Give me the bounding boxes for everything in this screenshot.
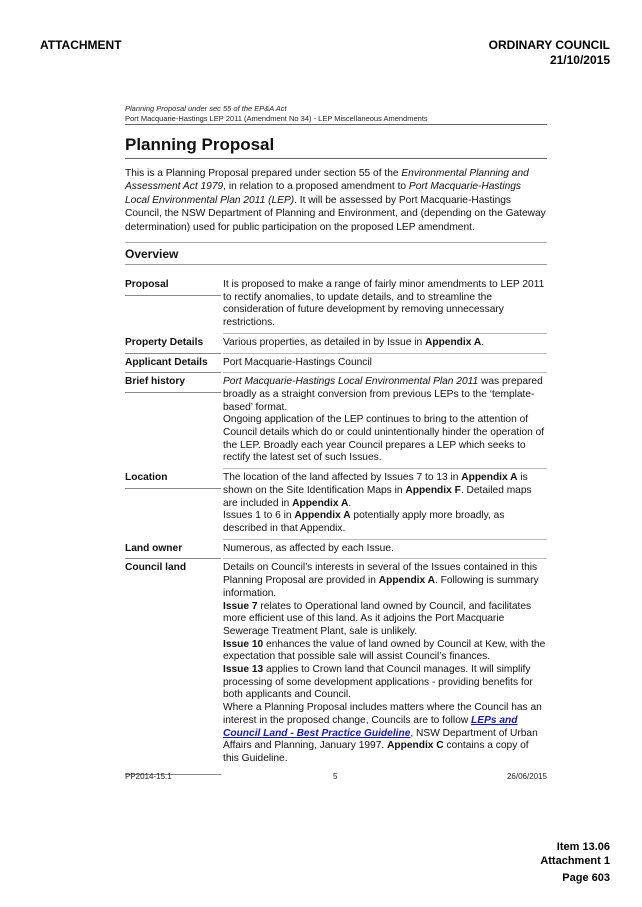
header-meeting-date: 21/10/2015: [549, 53, 610, 67]
table-row: [125, 543, 547, 563]
table-row: [125, 357, 547, 377]
row-value-property: Various properties, as detailed in by Issue in Appendix A.: [223, 337, 547, 354]
header-attachment: ATTACHMENT: [40, 38, 122, 52]
footer-date: 26/06/2015: [506, 772, 547, 781]
row-value-history: Port Macquarie-Hastings Local Environmental Plan 2011 was prepared broadly as a straight conversion from previous LEPs to the ‘template-based’ format. Ongoing application of the LEP continues to bring to the attention of Council details which do or could unintentionally hinder the operation of the LEP. Broadly each year Council prepares a LEP which seeks to rectify the latest set of such Issues.: [223, 376, 547, 469]
agenda-page-number: Page 603: [562, 872, 610, 884]
intro-paragraph: This is a Planning Proposal prepared under section 55 of the Environmental Planning and Assessment Act 1979, in relation to a proposed amendment to Port Macquarie-Hastings Local Environmental Plan 2011 (LEP). It will be assessed by Port Macquarie-Hastings Council, the NSW Department of Planning and Environment, and (depending on the Gateway determination) used for public participation on the proposed LEP amendment.: [125, 168, 546, 233]
breadcrumb-line2: Port Macquarie-Hastings LEP 2011 (Amendment No 34) - LEP Miscellaneous Amendments: [125, 114, 428, 123]
row-value-location: The location of the land affected by Issues 7 to 13 in Appendix A is shown on the Site Identification Maps in Appendix F. Detailed maps are included in Appendix A. Issues 1 to 6 in Appendix A potentially apply more broadly, as described in that Appendix.: [223, 472, 547, 540]
footer-ref: PP2014-15.1: [125, 772, 172, 781]
attachment-number: Attachment 1: [540, 855, 610, 867]
row-value-council: Details on Council’s interests in several of the Issues contained in this Planning Proposal are provided in Appendix A. Following is summary information. Issue 7 relates to Operational land owned by Council, and facilitates more efficient use of this land. As it adjoins the Port Macquarie Sewerage Treatment Plant, sale is unlikely. Issue 10 enhances the value of land owned by Council at Kew, with the expectation that possible sale will assist Council’s finances. Issue 13 applies to Crown land that Council manages. It will simplify processing of some development applications - providing benefits for both applicants and Council. Where a Planning Proposal includes matters where the Council has an interest in the proposed change, Councils are to follow LEPs and Council Land - Best Practice Guideline, NSW Department of Urban Affairs and Planning, January 1997. Appendix C contains a copy of this Guideline.: [223, 562, 546, 764]
item-number: Item 13.06: [556, 841, 610, 853]
guideline-link[interactable]: LEPs and Council Land - Best Practice Guideline: [223, 714, 518, 739]
header-meeting: [489, 38, 610, 68]
row-label-location: Location: [125, 472, 221, 489]
header-meeting-name: ORDINARY COUNCIL: [488, 38, 610, 52]
row-label-property: Property Details: [125, 337, 221, 354]
breadcrumb-line1: Planning Proposal under sec 55 of the EP&A Act: [125, 104, 287, 113]
table-row: [125, 562, 547, 771]
page-title: Planning Proposal: [125, 135, 547, 159]
row-label-council: Council land: [125, 562, 187, 574]
row-label-applicant: Applicant Details: [125, 357, 221, 374]
row-label-history: Brief history: [125, 376, 221, 393]
row-value-applicant: Port Macquarie-Hastings Council: [223, 357, 547, 374]
document-body: [125, 104, 547, 775]
breadcrumb: [125, 104, 547, 125]
item-reference: [540, 840, 610, 868]
row-label-owner: Land owner: [125, 543, 221, 560]
row-value-owner: Numerous, as affected by each Issue.: [223, 543, 547, 560]
table-row: [125, 376, 547, 472]
row-value-proposal: It is proposed to make a range of fairly minor amendments to LEP 2011 to rectify anomalies, to update details, and to streamline the consideration of future development by removing unnecessary restrictions.: [223, 279, 547, 334]
table-row: [125, 337, 547, 357]
overview-heading: Overview: [125, 242, 547, 265]
table-row: [125, 279, 547, 337]
overview-table: [125, 279, 547, 772]
footer-page-number: 5: [333, 772, 338, 781]
row-label-proposal: Proposal: [125, 279, 221, 296]
table-row: [125, 472, 547, 543]
